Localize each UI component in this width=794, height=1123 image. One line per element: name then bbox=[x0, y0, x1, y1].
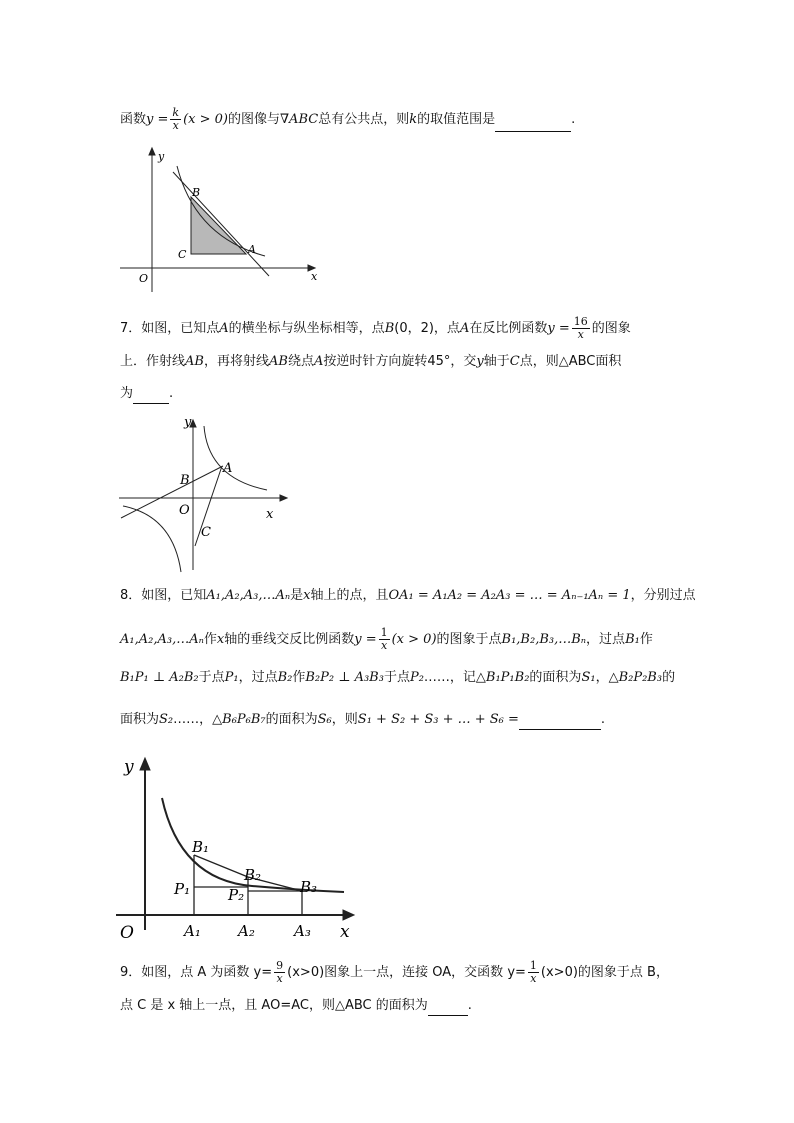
q8-var-x-2: x bbox=[216, 632, 225, 647]
q8-answer-blank[interactable] bbox=[519, 715, 601, 730]
q7-figure bbox=[115, 410, 295, 576]
q9-frac1-den: x bbox=[276, 972, 283, 985]
q8-label-b2: B₂ bbox=[244, 866, 262, 884]
q7-text-1e: 的图象 bbox=[591, 321, 631, 336]
q6-label-a: A bbox=[248, 243, 256, 256]
q8-text-1a: 8．如图，已知 bbox=[120, 588, 207, 603]
q7-text-1c: (0，2)，点 bbox=[394, 321, 460, 336]
q8-text-2b: 轴的垂线交反比例函数 bbox=[224, 632, 355, 647]
q7-point-a: A bbox=[219, 321, 229, 336]
q6-fraction bbox=[170, 107, 181, 132]
q8-s6: S₆ bbox=[317, 712, 332, 727]
q9-fraction-1 bbox=[274, 960, 285, 985]
q7-label-o: O bbox=[179, 503, 190, 518]
q9-frac2-num: 1 bbox=[529, 959, 537, 972]
q8-sum: S₁ + S₂ + S₃ + … + S₆ = bbox=[357, 712, 519, 727]
q7-label-y: y bbox=[184, 415, 192, 430]
q8-end: . bbox=[600, 712, 606, 727]
q8-label-p1: P₁ bbox=[174, 880, 191, 898]
q6-frac-den: x bbox=[172, 119, 179, 132]
q8-label-p2: P₂ bbox=[228, 886, 245, 904]
q6-label-c: C bbox=[178, 248, 187, 261]
q8-cond: (x > 0) bbox=[391, 632, 437, 647]
q8-frac-num: 1 bbox=[380, 626, 388, 639]
q7-text-3: 为 bbox=[120, 386, 134, 401]
q7-frac-den: x bbox=[577, 328, 584, 341]
q6-line bbox=[173, 172, 269, 276]
q7-label-c: C bbox=[201, 525, 211, 540]
q7-fraction bbox=[572, 316, 590, 341]
q7-hyperbola-q1 bbox=[204, 426, 267, 490]
q6-label-o: O bbox=[139, 272, 149, 285]
q8-text-1c: 轴上的点，且 bbox=[310, 588, 389, 603]
q8-text-4a: 面积为 bbox=[120, 712, 160, 727]
q7-var-y: y bbox=[476, 354, 484, 369]
q6-expr: y = bbox=[146, 112, 169, 127]
q8-point-b2: B₂ bbox=[277, 670, 293, 685]
q8-s1: S₁ bbox=[581, 670, 596, 685]
q8-text-3j: 的 bbox=[662, 670, 676, 685]
q8-label-a3: A₃ bbox=[294, 922, 311, 940]
q8-point-p1: P₁ bbox=[224, 670, 239, 685]
q7-text-2f: 点，则△ABC面积 bbox=[519, 354, 622, 369]
q6-end: . bbox=[571, 112, 576, 127]
q7-x-arrow bbox=[280, 495, 287, 501]
q8-text-3b: 于点 bbox=[198, 670, 225, 685]
q9-text-1b: (x>0)图象上一点，连接 OA，交函数 y= bbox=[287, 965, 526, 980]
q6-label-x: x bbox=[311, 270, 318, 283]
q8-point-p2: P₂ bbox=[409, 670, 424, 685]
q6-figure bbox=[115, 142, 325, 298]
q8-expr: y = bbox=[354, 632, 377, 647]
q8-y-arrow bbox=[140, 758, 150, 770]
q6-frac-num: k bbox=[172, 106, 180, 119]
q8-perp-1: B₁P₁ ⊥ A₂B₂ bbox=[120, 670, 199, 685]
q6-text-tail: 的取值范围是 bbox=[417, 112, 496, 127]
q7-frac-num: 16 bbox=[573, 315, 588, 328]
q9-text-1c: (x>0)的图象于点 B， bbox=[540, 965, 669, 980]
q8-text-2d: ，过点 bbox=[586, 632, 626, 647]
q7-line-1 bbox=[120, 316, 631, 341]
q8-tri-2: B₂P₂B₃ bbox=[618, 670, 663, 685]
q6-label-b: B bbox=[192, 186, 201, 199]
q8-tri-1: B₁P₁B₂ bbox=[485, 670, 530, 685]
q8-line-4 bbox=[120, 710, 605, 730]
q7-ray-ab: AB bbox=[185, 354, 204, 369]
q8-point-b1: B₁ bbox=[625, 632, 640, 647]
q8-text-2e: 作 bbox=[639, 632, 653, 647]
q7-answer-blank[interactable] bbox=[133, 389, 169, 404]
q8-text-3h: 的面积为 bbox=[529, 670, 582, 685]
q8-points-b: B₁,B₂,B₃,…Bₙ bbox=[501, 632, 587, 647]
q8-label-y: y bbox=[124, 757, 134, 777]
q7-text-2b: ，再将射线 bbox=[203, 354, 269, 369]
q7-label-a: A bbox=[223, 461, 233, 476]
q7-label-b: B bbox=[180, 473, 190, 488]
q9-answer-blank[interactable] bbox=[428, 1001, 468, 1016]
q8-label-a2: A₂ bbox=[238, 922, 255, 940]
q7-text-1a: 7．如图，已知点 bbox=[120, 321, 220, 336]
q7-ray-ab-2: AB bbox=[268, 354, 288, 369]
q6-cond: (x > 0) bbox=[183, 112, 228, 127]
q6-answer-blank[interactable] bbox=[495, 117, 571, 132]
q8-label-a1: A₁ bbox=[184, 922, 201, 940]
q7-point-a-2: A bbox=[459, 321, 470, 336]
q7-hyperbola-q3 bbox=[123, 506, 181, 572]
q7-ray-ab-line bbox=[121, 466, 223, 518]
q8-figure bbox=[112, 752, 362, 942]
q8-s2: S₂ bbox=[159, 712, 174, 727]
q8-label-b1: B₁ bbox=[192, 838, 210, 856]
q8-equation: OA₁ = A₁A₂ = A₂A₃ = … = Aₙ₋₁Aₙ = 1 bbox=[388, 588, 631, 603]
q8-text-2a: 作 bbox=[203, 632, 217, 647]
q6-label-y: y bbox=[158, 150, 165, 163]
q7-line-3 bbox=[120, 384, 173, 404]
q7-text-2d: 按逆时针方向旋转45°，交 bbox=[323, 354, 477, 369]
q8-label-b3: B₃ bbox=[300, 878, 318, 896]
q8-points-a: A₁,A₂,A₃,…Aₙ bbox=[206, 588, 291, 603]
q8-label-x: x bbox=[340, 922, 350, 942]
q8-text-1b: 是 bbox=[290, 588, 304, 603]
q7-text-2c: 绕点 bbox=[287, 354, 314, 369]
q8-text-3f: 于点 bbox=[383, 670, 410, 685]
q9-text-2a: 点 C 是 x 轴上一点，且 AO=AC，则△ABC 的面积为 bbox=[120, 998, 428, 1013]
q6-text-prefix: 函数 bbox=[120, 112, 147, 127]
q8-fraction bbox=[379, 627, 390, 652]
q8-text-4d: ，则 bbox=[331, 712, 358, 727]
q9-frac1-num: 9 bbox=[276, 959, 284, 972]
q9-frac2-den: x bbox=[530, 972, 537, 985]
q8-text-3g: ……，记△ bbox=[423, 670, 486, 685]
q8-text-3i: ，△ bbox=[595, 670, 619, 685]
q7-point-a-3: A bbox=[313, 354, 324, 369]
q6-text-suffix: 总有公共点，则 bbox=[318, 112, 410, 127]
q9-line-2 bbox=[120, 996, 472, 1016]
q8-label-o: O bbox=[120, 923, 134, 942]
q8-seg-b1b2 bbox=[194, 855, 248, 877]
q6-y-arrow bbox=[149, 148, 155, 155]
q9-text-1a: 9．如图，点 A 为函数 y= bbox=[120, 965, 273, 980]
q7-text-2e: 轴于 bbox=[483, 354, 510, 369]
q8-line-2 bbox=[120, 627, 653, 652]
q8-line-3 bbox=[120, 668, 675, 688]
q7-point-b: B bbox=[384, 321, 395, 336]
q8-frac-den: x bbox=[381, 639, 388, 652]
q8-x-arrow bbox=[343, 910, 354, 920]
q8-points-a-2: A₁,A₂,A₃,…Aₙ bbox=[120, 632, 204, 647]
q8-tri-6: B₆P₆B₇ bbox=[222, 712, 266, 727]
q9-line-1 bbox=[120, 960, 669, 985]
q9-end: . bbox=[467, 998, 472, 1013]
q8-text-2c: 的图象于点 bbox=[436, 632, 502, 647]
q6-text-mid: 的图像与 bbox=[227, 112, 280, 127]
q7-end: . bbox=[169, 386, 174, 401]
q6-line bbox=[120, 107, 575, 132]
q7-point-c: C bbox=[509, 354, 520, 369]
q8-text-4b: ……，△ bbox=[173, 712, 223, 727]
q7-label-x: x bbox=[266, 507, 274, 522]
q8-text-4c: 的面积为 bbox=[265, 712, 318, 727]
q7-expr: y = bbox=[547, 321, 570, 336]
q8-line-1 bbox=[120, 586, 696, 606]
q7-line-2 bbox=[120, 352, 621, 372]
q6-var-k: k bbox=[409, 112, 418, 127]
q7-text-1d: 在反比例函数 bbox=[469, 321, 548, 336]
q7-text-2a: 上．作射线 bbox=[120, 354, 186, 369]
q9-fraction-2 bbox=[528, 960, 539, 985]
q7-text-1b: 的横坐标与纵坐标相等，点 bbox=[228, 321, 385, 336]
q8-text-3d: 作 bbox=[292, 670, 306, 685]
q8-perp-2: B₂P₂ ⊥ A₃B₃ bbox=[305, 670, 384, 685]
q6-triangle: ∇ABC bbox=[279, 112, 319, 127]
q8-var-x: x bbox=[303, 588, 311, 603]
q8-text-1d: ，分别过点 bbox=[630, 588, 696, 603]
q8-text-3c: ，过点 bbox=[238, 670, 278, 685]
